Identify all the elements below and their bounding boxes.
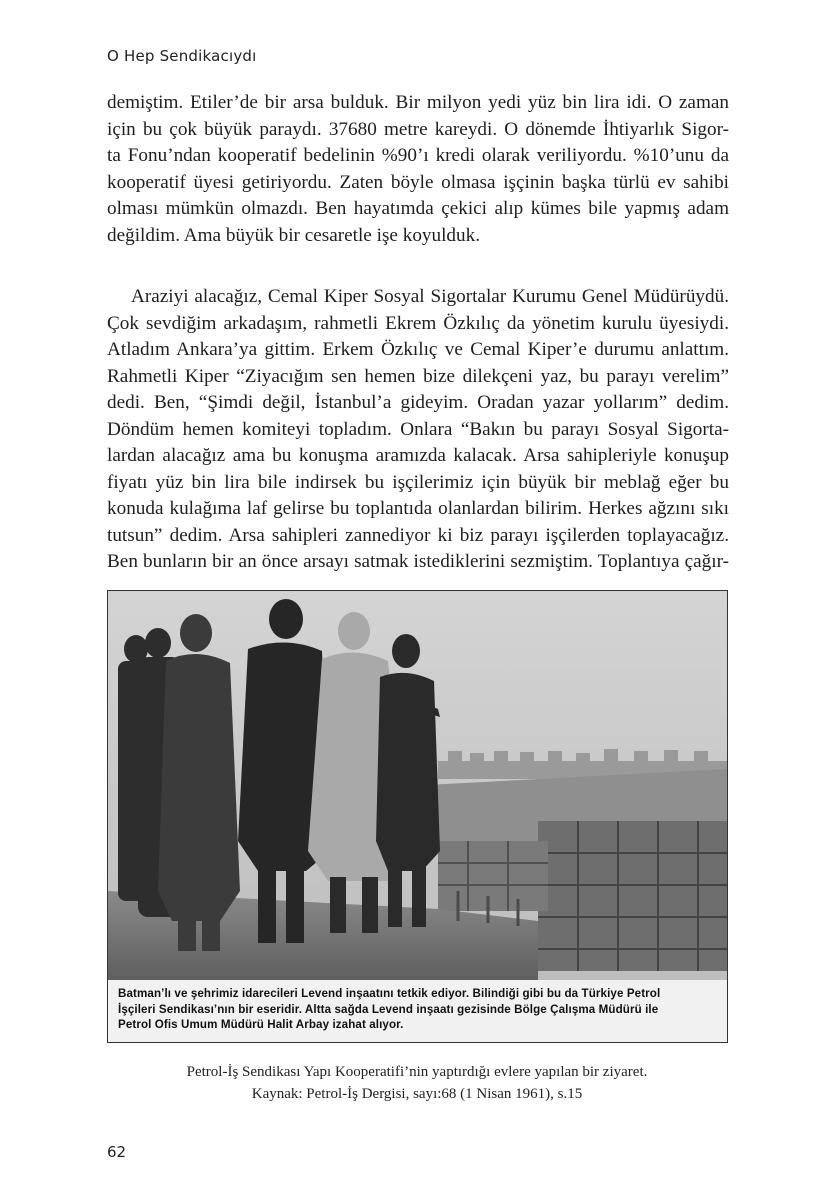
photo-caption-line: Petrol Ofis Umum Müdürü Halit Arbay izahat alıyor.	[118, 1018, 404, 1031]
archival-photo	[107, 590, 728, 1043]
running-head: O Hep Sendikacıydı	[107, 47, 257, 65]
photo-caption-line: Batman’lı ve şehrimiz idarecileri Levend inşaatını tetkik ediyor. Bilindiği gibi bu da Türkiye Petrol	[118, 987, 661, 1000]
page-number: 62	[107, 1143, 127, 1161]
text-line: ta Fonu’ndan kooperatif bedelinin %90’ı kredi olarak veriliyordu. %10’unu da	[107, 145, 729, 166]
photo-caption	[108, 980, 727, 1042]
text-line: demiştim. Etiler’de bir arsa bulduk. Bir milyon yedi yüz bin lira idi. O zaman	[107, 92, 729, 113]
figure-caption	[107, 1061, 727, 1105]
paragraph-1	[107, 90, 729, 249]
text-line: kooperatif üyesi getiriyordu. Zaten böyle olmasa işçinin başka türlü ev sahibi	[107, 171, 729, 193]
text-line: dedi. Ben, “Şimdi değil, İstanbul’a gideyim. Oradan yazar yollarım” dedim.	[107, 392, 729, 413]
text-line: konuda kulağıma laf gelirse bu toplantıda olanlardan bilirim. Herkes ağzını sıkı	[107, 498, 729, 519]
text-line: lardan alacağız ama bu konuşma aramızda kalacak. Arsa sahipleriyle konuşup	[107, 445, 729, 466]
text-line: Döndüm hemen komiteyi topladım. Onlara “Bakın bu parayı Sosyal Sigorta-	[107, 418, 729, 440]
text-line: Araziyi alacağız, Cemal Kiper Sosyal Sigortalar Kurumu Genel Müdürüydü.	[131, 286, 729, 307]
figure-caption-source: Kaynak: Petrol-İş Dergisi, sayı:68 (1 Nisan 1961), s.15	[251, 1086, 583, 1102]
paragraph-2	[107, 284, 729, 576]
text-line: değildim. Ama büyük bir cesaretle işe koyulduk.	[107, 224, 481, 246]
text-line: tutsun” dedim. Arsa sahipleri zannediyor ki biz parayı işçilerden toplayacağız.	[107, 524, 729, 546]
text-line: olması mümkün olmazdı. Ben hayatımda çekici alıp kümes bile yapmış adam	[107, 198, 729, 219]
photo-illustration	[108, 591, 727, 980]
text-line: için bu çok büyük paraydı. 37680 metre kareydi. O dönemde İhtiyarlık Sigor-	[107, 118, 729, 140]
text-line: Rahmetli Kiper “Ziyacığım sen hemen bize dilekçeni yaz, bu parayı verelim”	[107, 365, 729, 387]
text-line: fiyatı yüz bin lira bile indirsek bu işçilerimiz için büyük bir meblağ eğer bu	[107, 471, 729, 493]
text-line: Atladım Ankara’ya gittim. Erkem Özkılıç ve Cemal Kiper’e durumu anlattım.	[107, 339, 729, 360]
text-line: Çok sevdiğim arkadaşım, rahmetli Ekrem Özkılıç da yönetim kurulu üyesiydi.	[107, 312, 729, 334]
photo-caption-line: İşçileri Sendikası’nın bir eseridir. Altta sağda Levend inşaatı gezisinde Bölge Çalışma Müdürü ile	[118, 1002, 659, 1016]
figure-caption-line: Petrol-İş Sendikası Yapı Kooperatifi’nin yaptırdığı evlere yapılan bir ziyaret.	[186, 1064, 648, 1080]
text-line: Ben bunların bir an önce arsayı satmak istediklerini sezmiştim. Toplantıya çağır-	[107, 551, 729, 572]
